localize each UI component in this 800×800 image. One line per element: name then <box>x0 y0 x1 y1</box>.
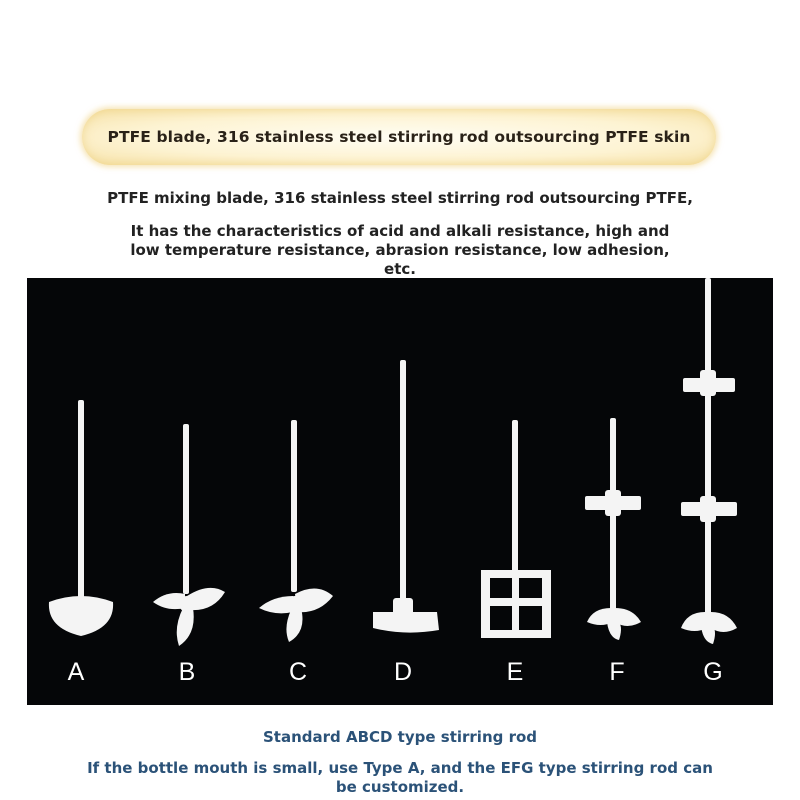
label-a: A <box>67 658 85 686</box>
label-f: F <box>609 658 625 686</box>
rod-a <box>49 400 113 636</box>
stirring-rods-illustration <box>27 278 773 705</box>
rod-d <box>373 360 439 633</box>
label-g: G <box>703 658 723 686</box>
product-photo <box>27 278 773 705</box>
rod-e <box>481 420 551 638</box>
intro-line-1: PTFE mixing blade, 316 stainless steel stirring rod outsourcing PTFE, <box>107 189 693 207</box>
rod-f <box>585 418 641 640</box>
banner-title: PTFE blade, 316 stainless steel stirring rod outsourcing PTFE skin <box>107 128 691 146</box>
rod-b <box>153 424 225 646</box>
rod-g <box>681 278 737 644</box>
caption-line-2: If the bottle mouth is small, use Type A, and the EFG type stirring rod can be customized. <box>87 759 713 796</box>
rod-c <box>259 420 333 642</box>
label-c: C <box>288 658 308 686</box>
label-e: E <box>506 658 524 686</box>
label-d: D <box>393 658 413 686</box>
intro-line-2: It has the characteristics of acid and alkali resistance, high and low temperature resistance, abrasion resistance, low adhesion, etc. <box>130 222 670 278</box>
title-banner <box>82 109 716 165</box>
label-b: B <box>178 658 196 686</box>
caption-line-1: Standard ABCD type stirring rod <box>262 728 538 746</box>
